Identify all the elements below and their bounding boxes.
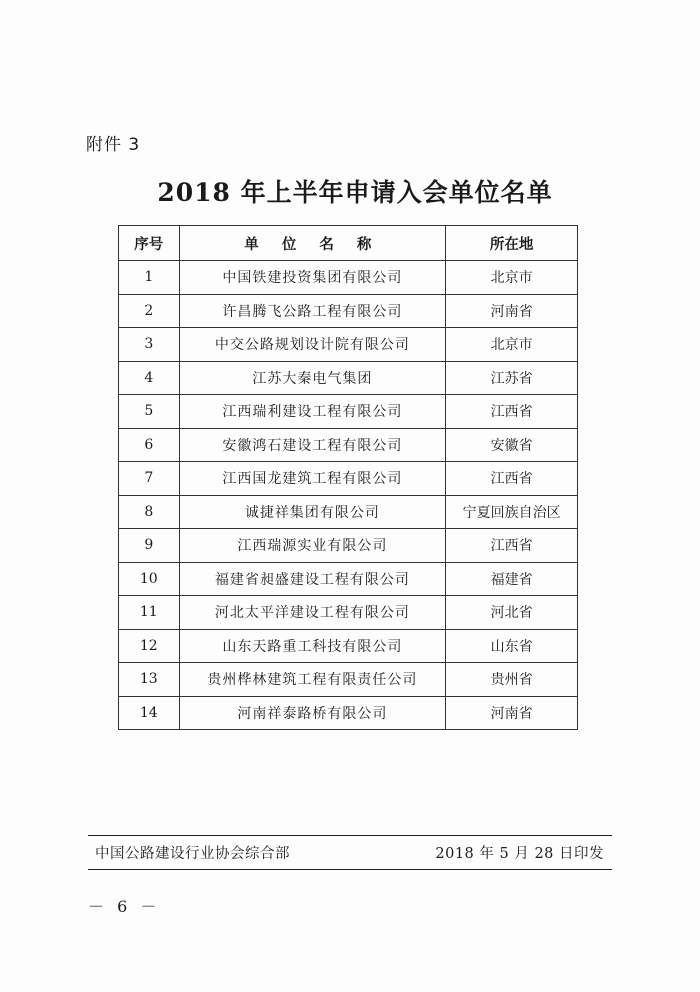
table-row xyxy=(119,395,578,429)
row-no: 12 xyxy=(119,629,180,663)
header-location: 所在地 xyxy=(446,226,578,261)
table-row xyxy=(119,328,578,362)
footer-date: 2018 年 5 月 28 日印发 xyxy=(435,846,604,862)
row-no: 6 xyxy=(119,428,180,462)
table-row xyxy=(119,596,578,630)
row-name: 安徽鸿石建设工程有限公司 xyxy=(179,428,446,462)
table-row xyxy=(119,562,578,596)
row-no: 3 xyxy=(119,328,180,362)
table-row xyxy=(119,261,578,295)
row-location: 江西省 xyxy=(446,529,578,563)
footer-issuer: 中国公路建设行业协会综合部 xyxy=(95,846,290,862)
header-name: 单 位 名 称 xyxy=(179,226,446,261)
table-row xyxy=(119,495,578,529)
row-location: 福建省 xyxy=(446,562,578,596)
member-applicant-table xyxy=(118,225,578,730)
row-name: 江西瑞利建设工程有限公司 xyxy=(179,395,446,429)
row-no: 5 xyxy=(119,395,180,429)
row-location: 江西省 xyxy=(446,462,578,496)
row-no: 2 xyxy=(119,294,180,328)
table-row xyxy=(119,428,578,462)
row-location: 河南省 xyxy=(446,294,578,328)
table-row xyxy=(119,462,578,496)
row-name: 河北太平洋建设工程有限公司 xyxy=(179,596,446,630)
row-no: 13 xyxy=(119,663,180,697)
row-name: 贵州桦林建筑工程有限责任公司 xyxy=(179,663,446,697)
row-location: 河北省 xyxy=(446,596,578,630)
row-location: 山东省 xyxy=(446,629,578,663)
header-no: 序号 xyxy=(119,226,180,261)
table-row xyxy=(119,294,578,328)
row-location: 北京市 xyxy=(446,261,578,295)
row-no: 1 xyxy=(119,261,180,295)
row-name: 许昌腾飞公路工程有限公司 xyxy=(179,294,446,328)
row-name: 福建省昶盛建设工程有限公司 xyxy=(179,562,446,596)
row-name: 江西国龙建筑工程有限公司 xyxy=(179,462,446,496)
row-name: 山东天路重工科技有限公司 xyxy=(179,629,446,663)
table-row xyxy=(119,696,578,730)
table-row xyxy=(119,529,578,563)
row-location: 北京市 xyxy=(446,328,578,362)
footer-divider-bottom xyxy=(88,869,612,870)
row-location: 宁夏回族自治区 xyxy=(446,495,578,529)
row-no: 14 xyxy=(119,696,180,730)
row-location: 安徽省 xyxy=(446,428,578,462)
row-location: 河南省 xyxy=(446,696,578,730)
document-title: 2018 年上半年申请入会单位名单 xyxy=(157,178,553,207)
row-name: 诚捷祥集团有限公司 xyxy=(179,495,446,529)
table-row xyxy=(119,629,578,663)
row-name: 江苏大秦电气集团 xyxy=(179,361,446,395)
row-name: 江西瑞源实业有限公司 xyxy=(179,529,446,563)
row-location: 江西省 xyxy=(446,395,578,429)
table-header-row xyxy=(119,226,578,261)
row-no: 11 xyxy=(119,596,180,630)
row-no: 8 xyxy=(119,495,180,529)
row-no: 7 xyxy=(119,462,180,496)
attachment-label: 附件 3 xyxy=(86,135,141,155)
table-row xyxy=(119,361,578,395)
page-number: － 6 － xyxy=(88,897,161,916)
row-location: 江苏省 xyxy=(446,361,578,395)
row-name: 中国铁建投资集团有限公司 xyxy=(179,261,446,295)
row-name: 河南祥泰路桥有限公司 xyxy=(179,696,446,730)
table-row xyxy=(119,663,578,697)
row-name: 中交公路规划设计院有限公司 xyxy=(179,328,446,362)
row-no: 4 xyxy=(119,361,180,395)
footer-divider-top xyxy=(88,835,612,836)
row-no: 9 xyxy=(119,529,180,563)
row-location: 贵州省 xyxy=(446,663,578,697)
row-no: 10 xyxy=(119,562,180,596)
